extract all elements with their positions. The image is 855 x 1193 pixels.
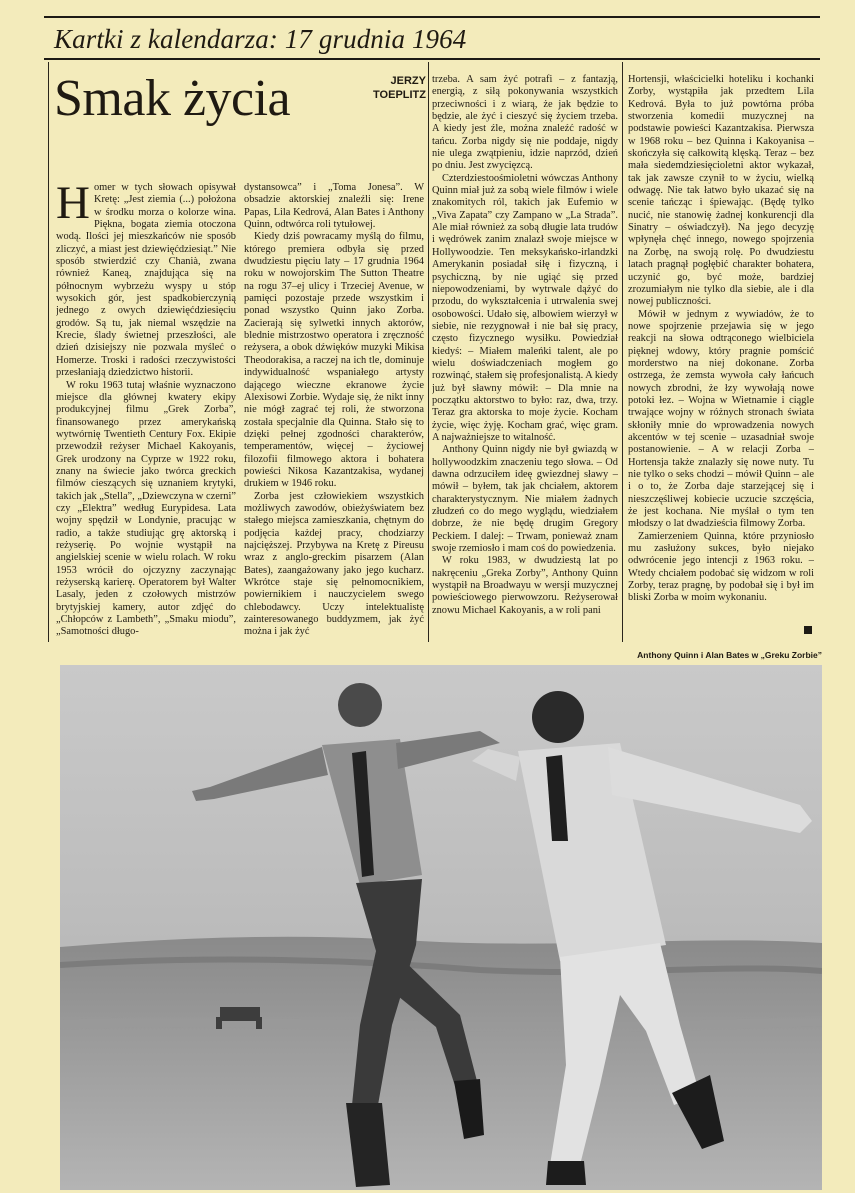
header-rule: [44, 58, 820, 60]
photo-caption: Anthony Quinn i Alan Bates w „Greku Zorbie”: [637, 650, 822, 660]
paragraph: trzeba. A sam żyć potrafi – z fantazją, energią, z siłą pokonywania wszystkich przeciwności i z wiarą, że jak będzie to będzie, ale żyć i cieszyć się życiem trzeba. A kiedy jest źle, można znaleźć radość w tańcu. Zorba nigdy się nie poddaje, nigdy nie ulega zwątpieniu, idzie naprzód, dzień po dniu. Jest zwycięzcą.: [432, 74, 618, 172]
article-title: Smak życia: [54, 70, 291, 127]
paragraph: [56, 182, 236, 380]
paragraph: dystansowca” i „Toma Jonesa”. W obsadzie aktorskiej znaleźli się: Irene Papas, Lila Kedrová, Alan Bates i Anthony Quinn, odtwórca roli tytułowej.: [244, 182, 424, 231]
end-mark: [804, 626, 812, 634]
author-last-name: TOEPLITZ: [373, 89, 426, 101]
drop-cap: H: [56, 182, 90, 229]
article-column-4: [628, 74, 814, 626]
paragraph-text: omer w tych słowach opisywał Kretę: „Jest ziemia (...) położona w środku morza o kolorze wina. Piękna, bogata ziemia otoczona wodą. Ilości jej mieszkańców nie sposób zliczyć, a miast jest dziewięćdziesiąt.” Nie sposób stwierdzić czy Chanià, zwana również Kaneą, znajdująca się na północnym wybrzeżu wyspy u stóp wysokich gór, jest spadkobierczynią jednego z owych dziewięćdziesięciu grodów. Są tu, jak niemal wszędzie na Krecie, ślady świetnej przeszłości, ale dzień dzisiejszy nie pozwala myśleć o Homerze. Troski i radości rzeczywistości przesłaniają dziedzictwo historii.: [56, 182, 236, 379]
photo-dancing-men: [60, 665, 822, 1190]
article-column-1: [56, 182, 236, 640]
top-rule: [44, 16, 820, 18]
article-column-3: [432, 74, 618, 640]
section-header: Kartki z kalendarza: 17 grudnia 1964: [54, 24, 467, 54]
photo-ground: [60, 937, 822, 1190]
paragraph: Zorba jest człowiekiem wszystkich możliwych zawodów, obieżyświatem bez stałego miejsca zamieszkania, chętnym do podjęcia każdej pracy, chodziarzy najcięższej. Przybywa na Kretę z Pireusu wraz z anglo-greckim pisarzem (Alan Bates), zaangażowany jako jego kucharz. Wkrótce staje się pełnomocnikiem, powiernikiem i nauczycielem swego chlebodawcy. Uczy intelektualistę zainteresowanego buddyzmem, jak żyć można i jak żyć: [244, 490, 424, 638]
column-rule: [48, 62, 49, 642]
paragraph: W roku 1963 tutaj właśnie wyznaczono miejsce dla głównej kwatery ekipy produkcyjnej filmu „Grek Zorba”, finansowanego przez amerykańską wytwórnię Twentieth Century Fox. Ekipie przewodził reżyser Michael Kakoyanis, Grek urodzony na Cyprze w 1922 roku, znany na świecie jako twórca greckich filmów cieszących się uznaniem krytyki, takich jak „Stella”, „Dziewczyna w czerni” czy „Elektra” według Eurypidesa. Lata wojny spędził w Londynie, pracując w radio, a także studiując grę aktorską i reżyserię. Po wojnie wystąpił na angielskiej scenie w wielu rolach. W roku 1953 wrócił do ojczyzny zaczynając reżyserską karierę. Operatorem był Walter Lasaly, jeden z czołowych mistrzów brytyjskiej kamery, autor zdjęć do „Chłopców z Lambeth”, „Smaku miodu”, „Samotności długo-: [56, 379, 236, 638]
paragraph: Mówił w jednym z wywiadów, że to nowe spojrzenie przejawia się w jego reakcji na słowa odtrąconego wielbiciela pięknej wdowy, który pragnie pomścić morderstwo na niej dokonane. Zorba ostrzega, że zemsta wywoła cały łańcuch nowych zbrodni, że łzy wywołają nowe potoki łez. – Wojna w Wietnamie i ciągle trwające wojny w różnych stronach świata skłoniły mnie do wprowadzenia nowych akcentów w tej scenie – uzasadniał swoje postanowienie. – A w relacji Zorba – Hortensja także znalazły się nowe nuty. Tu nie tylko o seks chodzi – mówił Quinn – ale i o to, że Zorba daje starzejącej się i nieszczęśliwej kobiecie uczucie szczęścia, że jest kochana. Nie myślał o tym ten młodszy o lat dwadzieścia filmowy Zorba.: [628, 308, 814, 530]
column-rule: [622, 62, 623, 642]
author-first-name: JERZY: [390, 75, 426, 87]
paragraph: Zamierzeniem Quinna, które przyniosło mu zasłużony sukces, było niejako odwrócenie jego intencji z 1963 roku. – Wtedy chciałem podobać się widzom w roli Zorby, teraz pragnę, by podobał się i był im bliski Zorba w moim wykonaniu.: [628, 530, 814, 604]
author-byline: [362, 74, 426, 102]
column-rule: [428, 62, 429, 642]
article-column-2: [244, 182, 424, 640]
paragraph: Kiedy dziś powracamy myślą do filmu, którego premiera odbyła się przed dwudziestu pięciu laty – 17 grudnia 1964 roku w nowojorskim The Sutton Theatre na rogu 37–ej ulicy i Trzeciej Avenue, w pamięci pozostaje przede wszystkim i ponad wszystko Quinn jako Zorba. Zacierają się sylwetki innych aktorów, blednie mistrzostwo operatora i zręczność reżysera, a obok dźwięków muzyki Mikisa Theodorakisa, a raczej na ich tle, dominuje indywidualność wspaniałego artysty dającego wieczne ekranowe życie Alexisowi Zorbie. Wydaje się, że nikt inny nie mógł zagrać tej roli, że stworzona została specjalnie dla Quinna. Stało się to dzięki pełnej zgodności charakterów, temperamentów, więcej – życiowej filozofii filmowego aktora i bohatera powieści Nikosa Kazantzakisa, wydanej drukiem w 1946 roku.: [244, 231, 424, 490]
paragraph: Hortensji, właścicielki hoteliku i kochanki Zorby, wystąpiła jak przedtem Lila Kedrová. Była to już powtórna próba stworzenia komedii muzycznej na podstawie powieści Kazantzakisa. Pierwsza w 1968 roku – bez Quinna i Kakoyanisa – skończyła się całkowitą klęską. Teraz – bez mała siedemdziesięcioletni aktor wykazał, tak jak zawsze czynił to w życiu, wielką odwagę. Nie tak łatwo było ukazać się na scenie tańcząc i śpiewając. (Będę tylko nucić, nie stanowię żadnej konkurencji dla Sinatry – oświadczył). Na jego decyzję wpłynęła chęć innego, nowego spojrzenia na Zorbę, na swoją rolę. Po dwudziestu latach pragnął pogłębić charakter bohatera, uczynić go, być może, bardziej zrozumiałym nie tylko dla siebie, ale i dla nowej publiczności.: [628, 74, 814, 308]
paragraph: Anthony Quinn nigdy nie był gwiazdą w hollywoodzkim znaczeniu tego słowa. – Od dawna odrzuciłem ideę gwiezdnej sławy – mówił – byłem, tak jak chciałem, aktorem charakterystycznym. Nie miałem żadnych złudzeń co do mego wyglądu, wiedziałem dobrze, że nie będę drugim Gregory Peckiem. I dalej: – Trwam, ponieważ znam swoje rzemiosło i mam coś do powiedzenia.: [432, 444, 618, 555]
paragraph: Czterdziestoośmioletni wówczas Anthony Quinn miał już za sobą wiele filmów i wiele znakomitych ról, takich jak Eufemio w „Viva Zapata” czy Zampano w „La Strada”. Ale miał również za sobą długie lata trudów i wędrówek zanim znalazł swoje miejsce w Hollywoodzie. Ten meksykańsko-irlandzki Amerykanin posiadał siłę i fizyczną, i psychiczną, by nie ugiąć się przed niepowodzeniami, by wytrwale dążyć do przodu, do wykształcenia i utrwalenia swej osobowości. Udało się, albowiem wierzył w siebie, nie rezygnował i nie bał się pracy, często fizycznego wysiłku. Powiedział kiedyś: – Miałem maleńki talent, ale po wielu doświadczeniach mogłem go rozwinąć, stałem się profesjonalistą. A kiedy już był sławny mówił: – Dla mnie na początku aktorstwo to było: raz, dwa, trzy. Teraz gra aktorska to moje życie. Kocham życie, więc żyję. Kocham grać, więc gram. A najważniejsze to witalność.: [432, 172, 618, 443]
paragraph: W roku 1983, w dwudziestą lat po nakręceniu „Greka Zorby”, Anthony Quinn wystąpił na Broadwayu w wersji muzycznej powieściowego pierwowzoru. Reżyserował znowu Michael Kakoyanis, a w roli pani: [432, 555, 618, 616]
